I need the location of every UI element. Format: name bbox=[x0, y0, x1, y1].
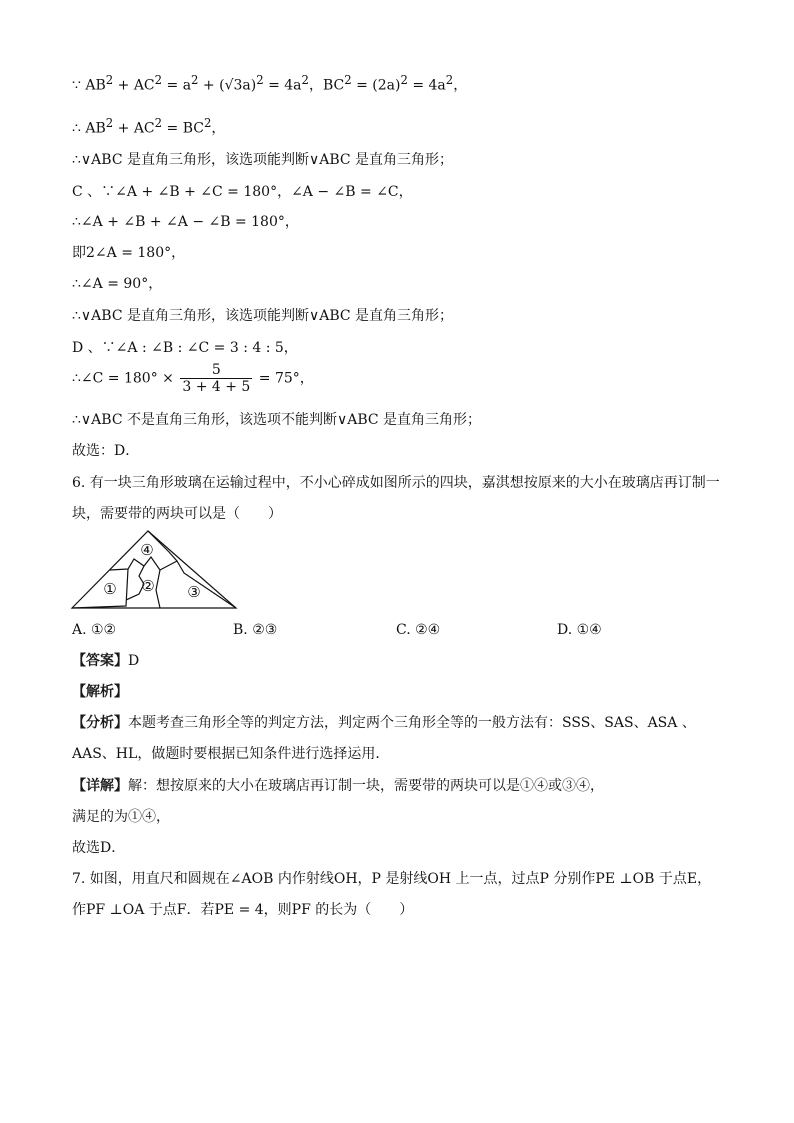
answer-value: D bbox=[128, 653, 140, 669]
piece-3-label: ③ bbox=[187, 583, 201, 601]
option-d: D. ①④ bbox=[557, 622, 602, 638]
piece-2-label: ② bbox=[141, 577, 155, 595]
solution-line-5: ∴∠A + ∠B + ∠A − ∠B = 180°， bbox=[72, 214, 299, 230]
piece-1-label: ① bbox=[103, 580, 117, 598]
text: = (2a) bbox=[351, 77, 401, 94]
solution-line-1 bbox=[72, 70, 467, 96]
text: + ( bbox=[198, 77, 225, 94]
fraction-denominator: 3 + 4 + 5 bbox=[182, 379, 251, 395]
superscript: 2 bbox=[400, 73, 408, 87]
solution-line-8: ∴∨ABC 是直角三角形，该选项能判断∨ABC 是直角三角形； bbox=[72, 308, 454, 324]
solution-line-10 bbox=[72, 362, 314, 395]
text: = BC bbox=[162, 120, 204, 137]
text: ∴∠C = 180° × bbox=[72, 370, 174, 387]
superscript: 2 bbox=[445, 73, 454, 87]
question-7-line-2: 作PF ⊥OA 于点F．若PE = 4，则PF 的长为（ ） bbox=[72, 902, 414, 918]
text: 本题考查三角形全等的判定方法，判定两个三角形全等的一般方法有：SSS、SAS、ASA 、 bbox=[128, 715, 696, 731]
question-6-line-1: 6. 有一块三角形玻璃在运输过程中，不小心碎成如图所示的四块，嘉淇想按原来的大小在玻璃店再订制一 bbox=[72, 475, 720, 491]
text: ) bbox=[250, 77, 257, 94]
solution-line-9: D 、∵∠A : ∠B : ∠C = 3 : 4 : 5， bbox=[72, 340, 298, 356]
superscript: 2 bbox=[256, 73, 264, 87]
text: ∴ AB bbox=[72, 120, 106, 137]
solution-line-4: C 、∵∠A + ∠B + ∠C = 180°，∠A − ∠B = ∠C， bbox=[72, 184, 413, 200]
analysis-sub-tag: 【分析】 bbox=[72, 715, 128, 731]
fraction-numerator: 5 bbox=[211, 362, 221, 378]
superscript: 2 bbox=[344, 73, 352, 87]
answer-line bbox=[72, 651, 139, 671]
analysis-tag: 【解析】 bbox=[72, 684, 128, 700]
text: = 4a bbox=[263, 77, 302, 94]
question-6-line-2: 块，需要带的两块可以是（ ） bbox=[72, 506, 282, 522]
text: + AC bbox=[113, 120, 155, 137]
detail-line-1 bbox=[72, 776, 604, 796]
text: ∵ AB bbox=[72, 77, 106, 94]
text: √3a bbox=[224, 77, 251, 94]
answer-tag: 【答案】 bbox=[72, 653, 128, 669]
solution-line-2 bbox=[72, 113, 225, 139]
analysis-line-2: AAS、HL，做题时要根据已知条件进行选择运用． bbox=[72, 746, 390, 762]
superscript: 2 bbox=[191, 73, 199, 87]
fraction bbox=[180, 362, 252, 395]
triangle-outline bbox=[72, 531, 236, 608]
option-a: A. ①② bbox=[72, 622, 117, 638]
option-c: C. ②④ bbox=[396, 622, 441, 638]
text: = a bbox=[162, 77, 192, 94]
text: ，BC bbox=[308, 77, 345, 94]
detail-line-3: 故选D． bbox=[72, 840, 126, 856]
solution-line-6: 即2∠A = 180°， bbox=[72, 245, 186, 261]
crack-lines bbox=[72, 531, 236, 608]
broken-triangle-figure bbox=[66, 528, 242, 612]
detail-line-2: 满足的为①④， bbox=[72, 809, 170, 825]
text: ， bbox=[211, 120, 226, 137]
superscript: 2 bbox=[105, 116, 114, 130]
analysis-heading bbox=[72, 682, 128, 702]
text: 解：想按原来的大小在玻璃店再订制一块，需要带的两块可以是①④或③④， bbox=[128, 778, 604, 794]
solution-line-7: ∴∠A = 90°， bbox=[72, 276, 163, 292]
detail-tag: 【详解】 bbox=[72, 778, 128, 794]
piece-4-label: ④ bbox=[140, 541, 154, 559]
solution-line-11: ∴∨ABC 不是直角三角形，该选项不能判断∨ABC 是直角三角形； bbox=[72, 412, 482, 428]
text: + AC bbox=[113, 77, 155, 94]
solution-line-3: ∴∨ABC 是直角三角形，该选项能判断∨ABC 是直角三角形； bbox=[72, 152, 454, 168]
option-b: B. ②③ bbox=[233, 622, 278, 638]
analysis-line-1 bbox=[72, 713, 696, 733]
text: = 4a bbox=[407, 77, 446, 94]
solution-line-12: 故选：D． bbox=[72, 443, 140, 459]
text: ， bbox=[453, 77, 468, 94]
superscript: 2 bbox=[154, 116, 163, 130]
superscript: 2 bbox=[301, 73, 309, 87]
question-7-line-1: 7. 如图，用直尺和圆规在∠AOB 内作射线OH，P 是射线OH 上一点，过点P 分别作PE ⊥OB 于点E， bbox=[72, 871, 712, 887]
superscript: 2 bbox=[105, 73, 114, 87]
text: = 75°， bbox=[258, 370, 314, 387]
superscript: 2 bbox=[154, 73, 163, 87]
superscript: 2 bbox=[203, 116, 212, 130]
